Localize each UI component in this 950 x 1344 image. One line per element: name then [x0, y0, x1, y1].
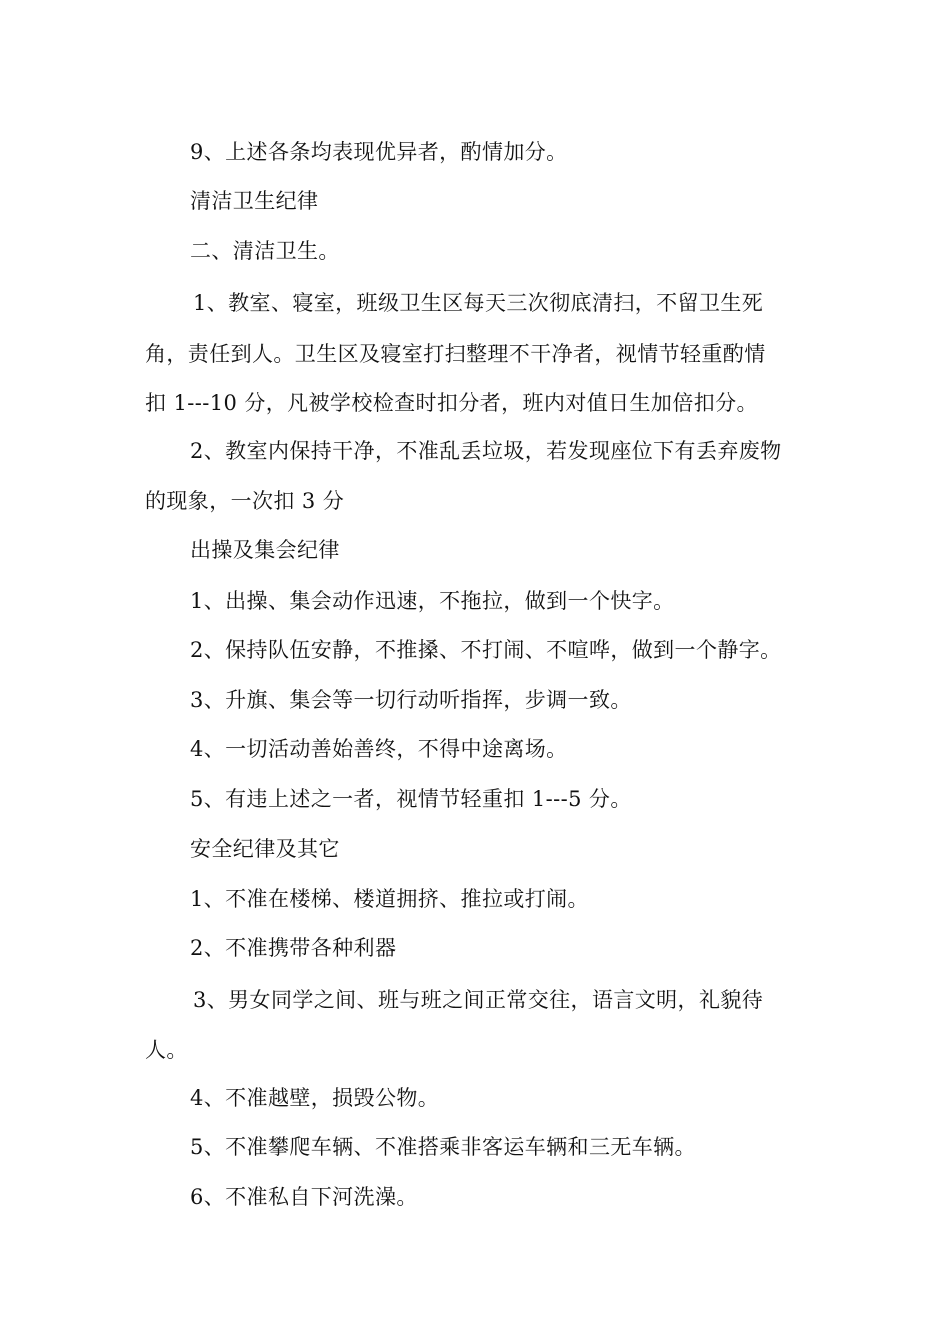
paragraph-cleaning-1-line1: 1、教室、寝室，班级卫生区每天三次彻底清扫，不留卫生死 — [193, 291, 764, 315]
paragraph-assembly-3: 3、升旗、集会等一切行动听指挥，步调一致。 — [190, 688, 632, 712]
section-heading-safety-discipline: 安全纪律及其它 — [190, 837, 340, 861]
paragraph-cleaning-2-line2: 的现象，一次扣 3 分 — [145, 489, 345, 513]
paragraph-cleaning-1-line2: 角，责任到人。卫生区及寝室打扫整理不干净者，视情节轻重酌情 — [145, 342, 766, 366]
section-heading-cleaning-discipline: 清洁卫生纪律 — [190, 189, 319, 213]
paragraph-item-9-commendation: 9、上述各条均表现优异者，酌情加分。 — [190, 140, 568, 164]
paragraph-safety-3-line1: 3、男女同学之间、班与班之间正常交往，语言文明，礼貌待 — [193, 988, 764, 1012]
paragraph-assembly-2: 2、保持队伍安静，不推搡、不打闹、不喧哗，做到一个静字。 — [190, 638, 782, 662]
section-heading-assembly-discipline: 出操及集会纪律 — [190, 538, 340, 562]
section-title-cleaning: 二、清洁卫生。 — [190, 239, 340, 263]
paragraph-safety-1: 1、不准在楼梯、楼道拥挤、推拉或打闹。 — [190, 887, 589, 911]
paragraph-safety-4: 4、不准越壁，损毁公物。 — [190, 1086, 440, 1110]
paragraph-cleaning-1-line3: 扣 1---10 分，凡被学校检查时扣分者，班内对值日生加倍扣分。 — [145, 391, 758, 415]
paragraph-safety-6: 6、不准私自下河洗澡。 — [190, 1185, 418, 1209]
paragraph-assembly-1: 1、出操、集会动作迅速，不拖拉，做到一个快字。 — [190, 589, 675, 613]
paragraph-assembly-4: 4、一切活动善始善终，不得中途离场。 — [190, 737, 568, 761]
paragraph-cleaning-2-line1: 2、教室内保持干净，不准乱丢垃圾，若发现座位下有丢弃废物 — [190, 439, 782, 463]
paragraph-safety-5: 5、不准攀爬车辆、不准搭乘非客运车辆和三无车辆。 — [190, 1135, 696, 1159]
paragraph-assembly-5: 5、有违上述之一者，视情节轻重扣 1---5 分。 — [190, 787, 632, 811]
paragraph-safety-3-line2: 人。 — [145, 1038, 188, 1062]
paragraph-safety-2: 2、不准携带各种利器 — [190, 936, 397, 960]
